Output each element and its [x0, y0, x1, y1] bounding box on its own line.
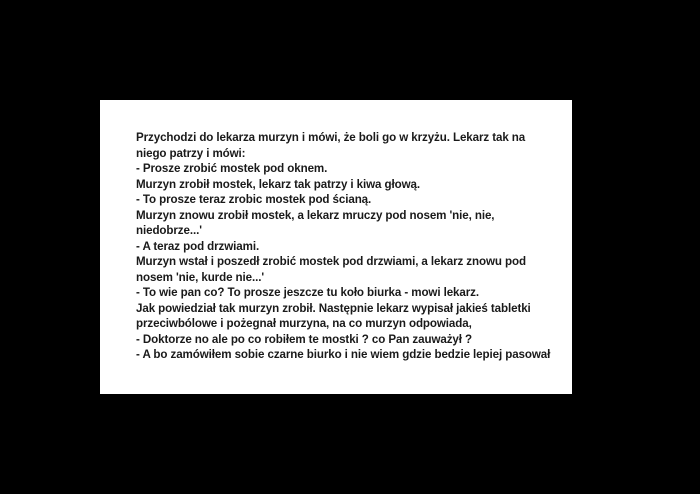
text-line: nosem 'nie, kurde nie...': [136, 270, 265, 284]
joke-text: [136, 130, 566, 363]
text-line: Murzyn wstał i poszedł zrobić mostek pod drzwiami, a lekarz znowu pod: [136, 255, 526, 268]
text-line: Murzyn znowu zrobił mostek, a lekarz mruczy pod nosem 'nie, nie,: [136, 208, 495, 222]
text-line: - A bo zamówiłem sobie czarne biurko i nie wiem gdzie bedzie lepiej pasował: [136, 348, 551, 361]
text-line: - A teraz pod drzwiami.: [136, 239, 260, 253]
text-line: - Doktorze no ale po co robiłem te mostki ? co Pan zauważył ?: [136, 332, 472, 346]
text-line: Murzyn zrobił mostek, lekarz tak patrzy i kiwa głową.: [136, 177, 420, 191]
text-line: Jak powiedział tak murzyn zrobił. Następnie lekarz wypisał jakieś tabletki: [136, 301, 531, 315]
text-line: przeciwbólowe i pożegnał murzyna, na co murzyn odpowiada,: [136, 317, 472, 330]
text-line: Przychodzi do lekarza murzyn i mówi, że boli go w krzyżu. Lekarz tak na: [136, 131, 526, 144]
text-line: niedobrze...': [136, 224, 202, 237]
text-line: - To wie pan co? To prosze jeszcze tu koło biurka - mowi lekarz.: [136, 286, 479, 299]
text-card: [100, 100, 572, 394]
text-line: - To prosze teraz zrobic mostek pod ścianą.: [136, 193, 372, 206]
text-line: niego patrzy i mówi:: [136, 146, 246, 160]
text-line: - Prosze zrobić mostek pod oknem.: [136, 162, 328, 175]
